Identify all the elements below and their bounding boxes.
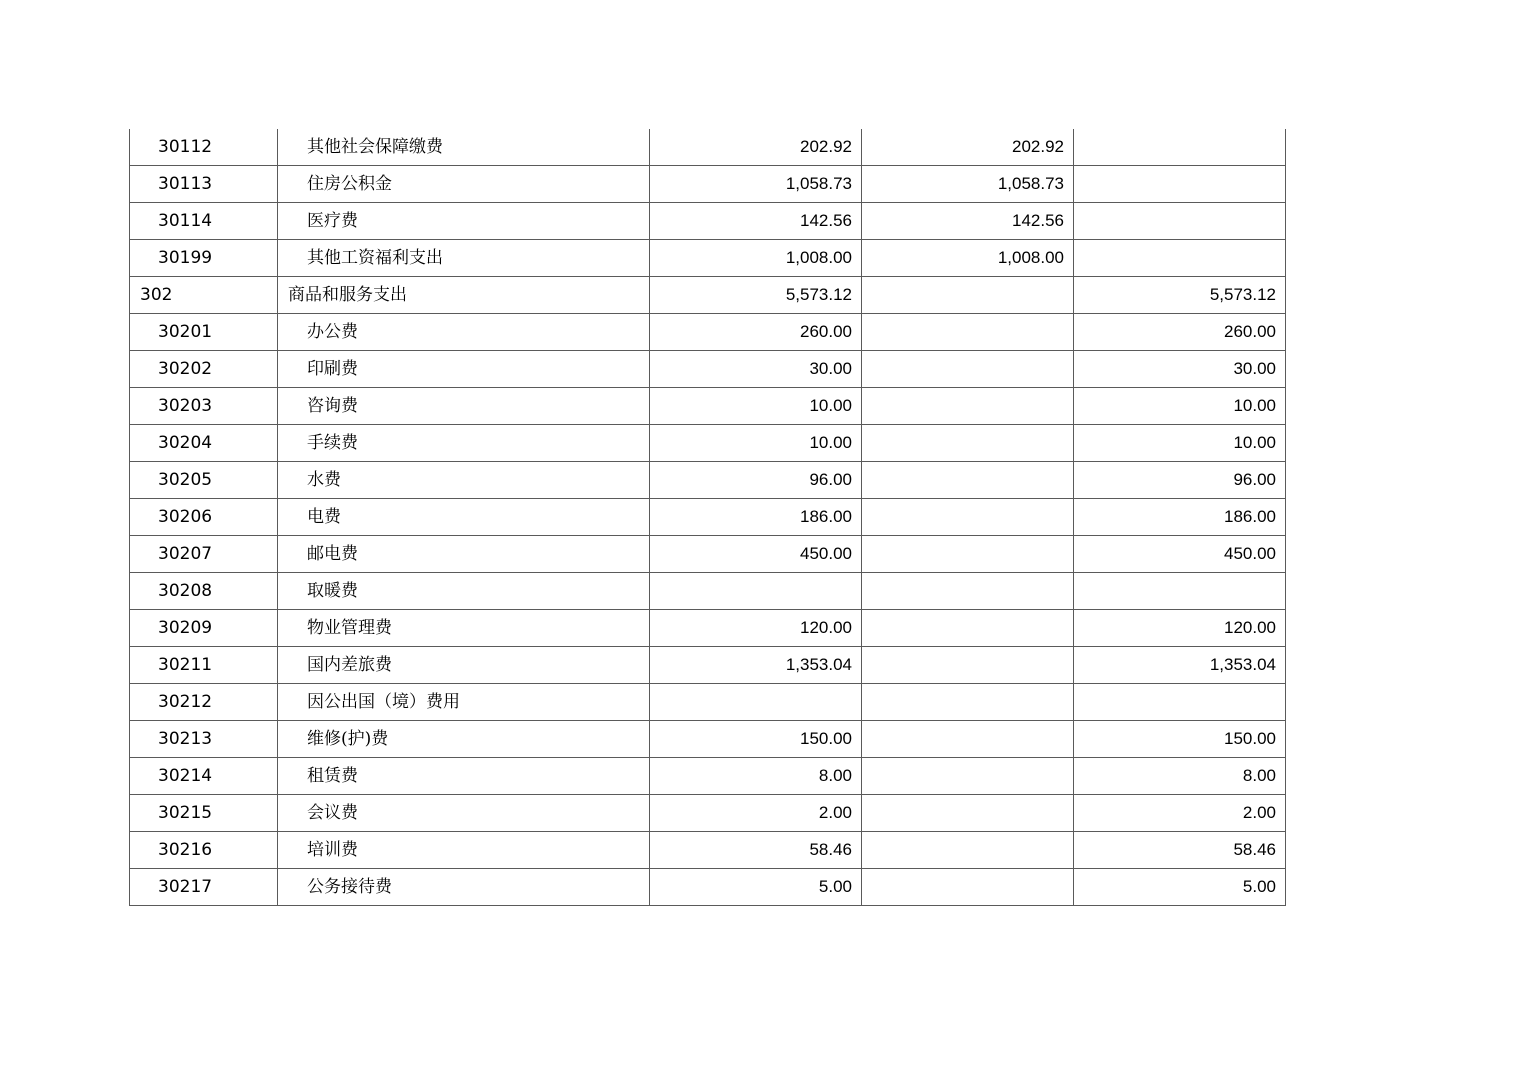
row-project bbox=[1074, 203, 1286, 240]
row-total: 8.00 bbox=[650, 758, 862, 795]
row-basic bbox=[862, 499, 1074, 536]
row-code: 30204 bbox=[130, 425, 278, 462]
table-row-category bbox=[130, 277, 1286, 314]
row-project: 150.00 bbox=[1074, 721, 1286, 758]
row-total: 142.56 bbox=[650, 203, 862, 240]
row-total: 450.00 bbox=[650, 536, 862, 573]
row-name: 邮电费 bbox=[278, 536, 650, 573]
row-code: 30199 bbox=[130, 240, 278, 277]
table-row bbox=[130, 166, 1286, 203]
row-basic bbox=[862, 351, 1074, 388]
row-project: 58.46 bbox=[1074, 832, 1286, 869]
row-name: 维修(护)费 bbox=[278, 721, 650, 758]
row-code: 30214 bbox=[130, 758, 278, 795]
row-code: 30211 bbox=[130, 647, 278, 684]
row-project: 2.00 bbox=[1074, 795, 1286, 832]
row-code: 30215 bbox=[130, 795, 278, 832]
row-basic bbox=[862, 277, 1074, 314]
table-row bbox=[130, 314, 1286, 351]
row-project: 120.00 bbox=[1074, 610, 1286, 647]
row-total: 96.00 bbox=[650, 462, 862, 499]
row-code: 302 bbox=[130, 277, 278, 314]
row-basic: 202.92 bbox=[862, 129, 1074, 166]
row-project: 5.00 bbox=[1074, 869, 1286, 906]
row-total: 202.92 bbox=[650, 129, 862, 166]
row-project: 186.00 bbox=[1074, 499, 1286, 536]
row-basic bbox=[862, 610, 1074, 647]
row-project: 1,353.04 bbox=[1074, 647, 1286, 684]
budget-table bbox=[129, 129, 1286, 906]
table-row bbox=[130, 203, 1286, 240]
row-project bbox=[1074, 129, 1286, 166]
table-row bbox=[130, 647, 1286, 684]
table-row bbox=[130, 721, 1286, 758]
row-total: 2.00 bbox=[650, 795, 862, 832]
table-row bbox=[130, 462, 1286, 499]
row-basic bbox=[862, 388, 1074, 425]
row-total: 5,573.12 bbox=[650, 277, 862, 314]
row-total: 1,058.73 bbox=[650, 166, 862, 203]
table-row bbox=[130, 129, 1286, 166]
row-total: 1,353.04 bbox=[650, 647, 862, 684]
row-name: 租赁费 bbox=[278, 758, 650, 795]
row-name: 咨询费 bbox=[278, 388, 650, 425]
row-name: 物业管理费 bbox=[278, 610, 650, 647]
row-name: 印刷费 bbox=[278, 351, 650, 388]
row-code: 30207 bbox=[130, 536, 278, 573]
row-basic bbox=[862, 573, 1074, 610]
row-code: 30216 bbox=[130, 832, 278, 869]
row-name: 其他工资福利支出 bbox=[278, 240, 650, 277]
row-basic bbox=[862, 647, 1074, 684]
row-basic bbox=[862, 462, 1074, 499]
row-basic bbox=[862, 832, 1074, 869]
row-project: 10.00 bbox=[1074, 425, 1286, 462]
row-name: 办公费 bbox=[278, 314, 650, 351]
row-basic bbox=[862, 721, 1074, 758]
row-name: 其他社会保障缴费 bbox=[278, 129, 650, 166]
row-project: 5,573.12 bbox=[1074, 277, 1286, 314]
row-code: 30206 bbox=[130, 499, 278, 536]
row-total: 5.00 bbox=[650, 869, 862, 906]
row-project: 30.00 bbox=[1074, 351, 1286, 388]
row-basic: 1,008.00 bbox=[862, 240, 1074, 277]
row-total: 260.00 bbox=[650, 314, 862, 351]
row-name: 电费 bbox=[278, 499, 650, 536]
row-code: 30112 bbox=[130, 129, 278, 166]
table-row bbox=[130, 536, 1286, 573]
row-code: 30202 bbox=[130, 351, 278, 388]
row-project bbox=[1074, 166, 1286, 203]
row-name: 培训费 bbox=[278, 832, 650, 869]
row-name: 医疗费 bbox=[278, 203, 650, 240]
row-total: 1,008.00 bbox=[650, 240, 862, 277]
row-code: 30203 bbox=[130, 388, 278, 425]
row-total: 10.00 bbox=[650, 425, 862, 462]
row-project: 260.00 bbox=[1074, 314, 1286, 351]
row-name: 国内差旅费 bbox=[278, 647, 650, 684]
table-row bbox=[130, 351, 1286, 388]
row-basic bbox=[862, 869, 1074, 906]
table-row bbox=[130, 684, 1286, 721]
row-basic bbox=[862, 684, 1074, 721]
table-row bbox=[130, 758, 1286, 795]
row-total: 150.00 bbox=[650, 721, 862, 758]
table-row bbox=[130, 573, 1286, 610]
table-row bbox=[130, 869, 1286, 906]
row-code: 30113 bbox=[130, 166, 278, 203]
row-project bbox=[1074, 684, 1286, 721]
row-total: 58.46 bbox=[650, 832, 862, 869]
row-code: 30217 bbox=[130, 869, 278, 906]
row-code: 30208 bbox=[130, 573, 278, 610]
row-code: 30201 bbox=[130, 314, 278, 351]
row-basic bbox=[862, 314, 1074, 351]
row-project: 8.00 bbox=[1074, 758, 1286, 795]
row-project: 450.00 bbox=[1074, 536, 1286, 573]
row-total bbox=[650, 573, 862, 610]
table-row bbox=[130, 240, 1286, 277]
row-name: 手续费 bbox=[278, 425, 650, 462]
row-code: 30209 bbox=[130, 610, 278, 647]
row-project bbox=[1074, 573, 1286, 610]
row-name: 取暖费 bbox=[278, 573, 650, 610]
table-row bbox=[130, 610, 1286, 647]
row-total: 120.00 bbox=[650, 610, 862, 647]
row-name: 住房公积金 bbox=[278, 166, 650, 203]
table-row bbox=[130, 832, 1286, 869]
row-code: 30213 bbox=[130, 721, 278, 758]
row-project: 10.00 bbox=[1074, 388, 1286, 425]
row-code: 30114 bbox=[130, 203, 278, 240]
table-row bbox=[130, 425, 1286, 462]
row-code: 30212 bbox=[130, 684, 278, 721]
row-basic bbox=[862, 795, 1074, 832]
row-code: 30205 bbox=[130, 462, 278, 499]
row-project bbox=[1074, 240, 1286, 277]
table-row bbox=[130, 388, 1286, 425]
row-total: 186.00 bbox=[650, 499, 862, 536]
row-total bbox=[650, 684, 862, 721]
row-basic bbox=[862, 425, 1074, 462]
row-basic bbox=[862, 536, 1074, 573]
table-row bbox=[130, 795, 1286, 832]
row-basic bbox=[862, 758, 1074, 795]
row-name: 公务接待费 bbox=[278, 869, 650, 906]
row-name: 商品和服务支出 bbox=[278, 277, 650, 314]
row-name: 会议费 bbox=[278, 795, 650, 832]
row-basic: 1,058.73 bbox=[862, 166, 1074, 203]
row-name: 水费 bbox=[278, 462, 650, 499]
row-total: 10.00 bbox=[650, 388, 862, 425]
row-total: 30.00 bbox=[650, 351, 862, 388]
table-row bbox=[130, 499, 1286, 536]
row-basic: 142.56 bbox=[862, 203, 1074, 240]
row-name: 因公出国（境）费用 bbox=[278, 684, 650, 721]
row-project: 96.00 bbox=[1074, 462, 1286, 499]
